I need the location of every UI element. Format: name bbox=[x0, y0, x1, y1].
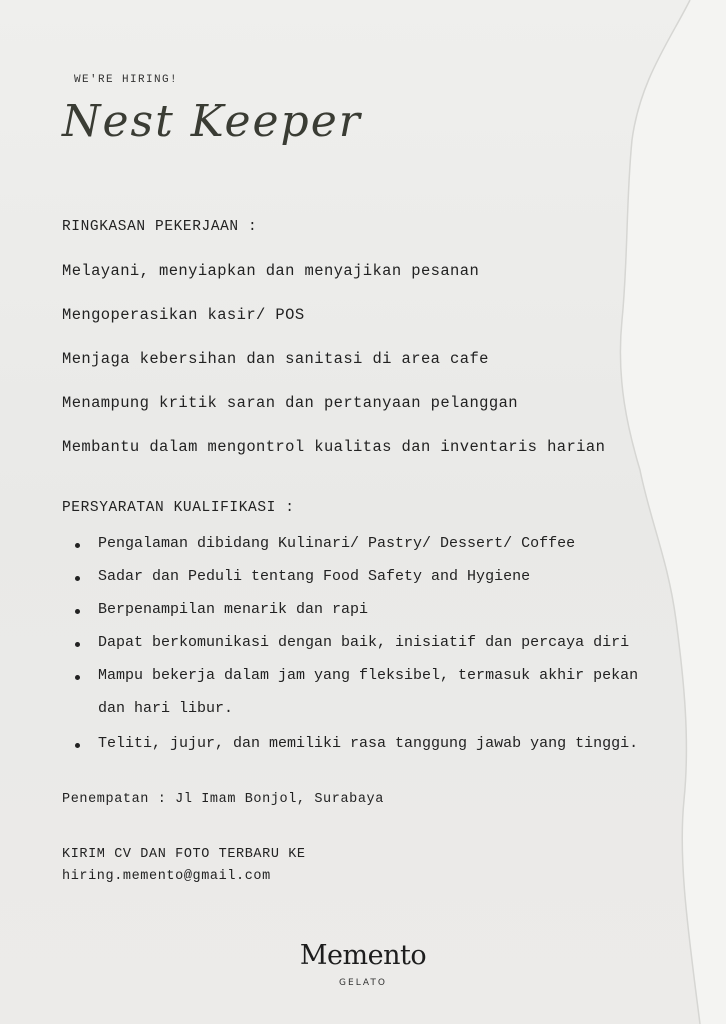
bullet-icon bbox=[75, 609, 80, 614]
duty-item: Menjaga kebersihan dan sanitasi di area cafe bbox=[62, 350, 489, 368]
bullet-icon bbox=[75, 543, 80, 548]
bullet-icon bbox=[75, 642, 80, 647]
requirement-item: Berpenampilan menarik dan rapi bbox=[98, 601, 369, 618]
duty-item: Melayani, menyiapkan dan menyajikan pesanan bbox=[62, 262, 480, 280]
requirements-heading: PERSYARATAN KUALIFIKASI : bbox=[62, 500, 295, 516]
bullet-icon bbox=[75, 743, 80, 748]
hiring-eyebrow: WE'RE HIRING! bbox=[74, 74, 179, 86]
duty-item: Menampung kritik saran dan pertanyaan pelanggan bbox=[62, 394, 518, 412]
brand-subtitle: GELATO bbox=[339, 978, 387, 988]
contact-instruction: KIRIM CV DAN FOTO TERBARU KE bbox=[62, 847, 306, 862]
job-title: Nest Keeper bbox=[62, 96, 362, 147]
contact-email: hiring.memento@gmail.com bbox=[62, 869, 271, 884]
requirement-item: Teliti, jujur, dan memiliki rasa tanggung jawab yang tinggi. bbox=[98, 735, 639, 752]
duty-item: Membantu dalam mengontrol kualitas dan inventaris harian bbox=[62, 438, 606, 456]
job-summary-heading: RINGKASAN PEKERJAAN : bbox=[62, 219, 258, 235]
brand-logo: Memento bbox=[299, 940, 427, 971]
duty-item: Mengoperasikan kasir/ POS bbox=[62, 306, 305, 324]
bullet-icon bbox=[75, 576, 80, 581]
requirement-item-continued: dan hari libur. bbox=[98, 700, 234, 717]
requirement-item: Mampu bekerja dalam jam yang fleksibel, termasuk akhir pekan bbox=[98, 667, 639, 684]
requirement-item: Dapat berkomunikasi dengan baik, inisiatif dan percaya diri bbox=[98, 634, 630, 651]
requirement-item: Sadar dan Peduli tentang Food Safety and Hygiene bbox=[98, 568, 531, 585]
requirement-item: Pengalaman dibidang Kulinari/ Pastry/ Dessert/ Coffee bbox=[98, 535, 576, 552]
bullet-icon bbox=[75, 675, 80, 680]
placement-location: Penempatan : Jl Imam Bonjol, Surabaya bbox=[62, 792, 384, 807]
